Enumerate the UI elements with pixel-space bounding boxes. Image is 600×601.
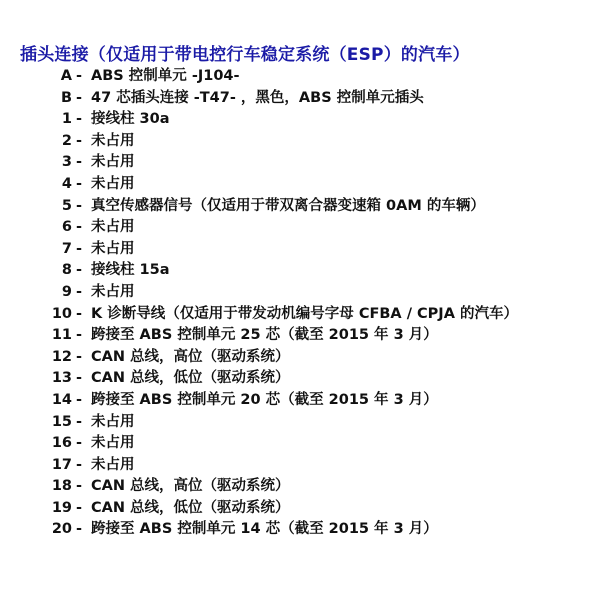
legend-item-key: 1: [61, 111, 72, 128]
legend-item-key: 20: [51, 521, 72, 538]
legend-item: [0, 368, 600, 390]
legend-item-key: 5: [61, 197, 72, 214]
legend-item-key: 7: [61, 240, 72, 257]
legend-item-key: 18: [51, 478, 72, 495]
legend-item-separator: -: [76, 89, 83, 106]
legend-item-separator: -: [76, 391, 83, 408]
legend-item-separator: -: [76, 327, 83, 344]
legend-item-key: 15: [51, 413, 72, 430]
legend-item-separator: -: [76, 413, 83, 430]
legend-item: [0, 196, 600, 218]
legend-item-separator: -: [76, 240, 83, 257]
connector-pin-legend: [0, 66, 600, 541]
legend-item-description: 未占用: [91, 154, 135, 171]
legend-item-description: 47 芯插头连接 -T47- ，黑色，ABS 控制单元插头: [91, 89, 424, 106]
legend-item-description: 未占用: [91, 413, 135, 430]
legend-item: [0, 152, 600, 174]
legend-item-description: CAN 总线，低位（驱动系统）: [91, 499, 290, 516]
legend-item-key: 3: [61, 154, 72, 171]
legend-item: [0, 109, 600, 131]
legend-item-separator: -: [76, 111, 83, 128]
legend-item: [0, 66, 600, 88]
legend-item: [0, 519, 600, 541]
legend-item-description: K 诊断导线（仅适用于带发动机编号字母 CFBA / CPJA 的汽车）: [91, 305, 518, 322]
legend-item-description: 跨接至 ABS 控制单元 20 芯（截至 2015 年 3 月）: [91, 391, 438, 408]
legend-item-description: 接线柱 15a: [91, 262, 170, 279]
legend-item-key: 19: [51, 499, 72, 516]
legend-item-separator: -: [76, 521, 83, 538]
legend-item-key: 11: [51, 327, 72, 344]
legend-item: [0, 498, 600, 520]
legend-item: [0, 282, 600, 304]
legend-item-separator: -: [76, 197, 83, 214]
legend-item: [0, 131, 600, 153]
legend-item-key: 17: [51, 456, 72, 473]
legend-item-description: CAN 总线，高位（驱动系统）: [91, 348, 290, 365]
legend-item: [0, 433, 600, 455]
legend-item-key: 10: [51, 305, 72, 322]
legend-item-description: 未占用: [91, 240, 135, 257]
legend-item-key: 9: [61, 283, 72, 300]
legend-item-key: 13: [51, 370, 72, 387]
legend-item-key: 12: [51, 348, 72, 365]
legend-item-description: 未占用: [91, 132, 135, 149]
legend-item-separator: -: [76, 435, 83, 452]
legend-item-key: A: [60, 68, 72, 84]
legend-item: [0, 88, 600, 110]
legend-item-separator: -: [76, 68, 83, 84]
legend-item-description: 真空传感器信号（仅适用于带双离合器变速箱 0AM 的车辆）: [91, 197, 485, 214]
legend-item: [0, 476, 600, 498]
legend-item-separator: -: [76, 348, 83, 365]
legend-item-description: 跨接至 ABS 控制单元 25 芯（截至 2015 年 3 月）: [91, 327, 438, 344]
legend-item-key: 6: [61, 219, 72, 236]
legend-item: [0, 239, 600, 261]
legend-item-key: 8: [61, 262, 72, 279]
legend-item-description: 未占用: [91, 219, 135, 236]
legend-item-separator: -: [76, 370, 83, 387]
legend-item-key: 2: [61, 132, 72, 149]
legend-item-description: 未占用: [91, 456, 135, 473]
legend-item-separator: -: [76, 305, 83, 322]
legend-item: [0, 174, 600, 196]
legend-item-separator: -: [76, 175, 83, 192]
legend-item-separator: -: [76, 499, 83, 516]
legend-item-separator: -: [76, 154, 83, 171]
legend-item: [0, 325, 600, 347]
legend-item: [0, 412, 600, 434]
legend-item-description: 未占用: [91, 175, 135, 192]
legend-item-separator: -: [76, 262, 83, 279]
legend-item: [0, 304, 600, 326]
legend-item-description: ABS 控制单元 -J104-: [91, 68, 240, 84]
legend-item-separator: -: [76, 132, 83, 149]
legend-item: [0, 217, 600, 239]
legend-item-key: B: [60, 89, 72, 106]
legend-item-description: 未占用: [91, 283, 135, 300]
legend-item-description: 接线柱 30a: [91, 111, 170, 128]
legend-item-description: CAN 总线，低位（驱动系统）: [91, 370, 290, 387]
legend-item-key: 16: [51, 435, 72, 452]
legend-item-separator: -: [76, 283, 83, 300]
legend-item-description: 跨接至 ABS 控制单元 14 芯（截至 2015 年 3 月）: [91, 521, 438, 538]
legend-item-separator: -: [76, 219, 83, 236]
legend-item-separator: -: [76, 456, 83, 473]
legend-item-key: 4: [61, 175, 72, 192]
legend-item-key: 14: [51, 391, 72, 408]
legend-item: [0, 455, 600, 477]
legend-item: [0, 390, 600, 412]
legend-item: [0, 347, 600, 369]
legend-item-description: 未占用: [91, 435, 135, 452]
legend-item: [0, 260, 600, 282]
legend-item-separator: -: [76, 478, 83, 495]
section-heading: 插头连接（仅适用于带电控行车稳定系统（ESP）的汽车）: [20, 45, 470, 65]
legend-item-description: CAN 总线，高位（驱动系统）: [91, 478, 290, 495]
